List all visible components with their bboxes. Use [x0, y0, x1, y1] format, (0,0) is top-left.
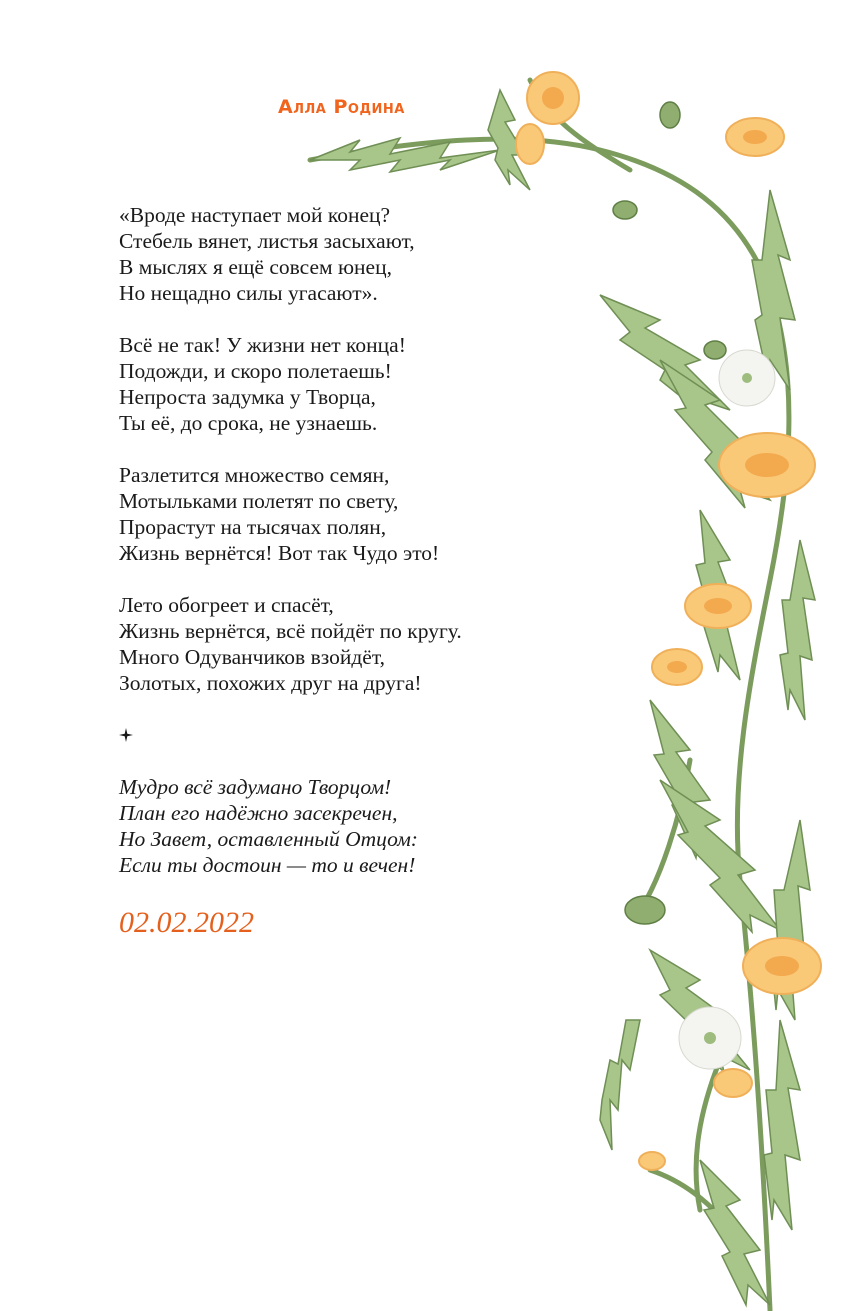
poem-line: План его надёжно засекречен,: [119, 801, 398, 825]
poem-line: Мотыльками полетят по свету,: [119, 489, 399, 513]
stanza: [119, 332, 599, 436]
poem-line: Разлетится множество семян,: [119, 463, 390, 487]
poem-line: Непроста задумка у Творца,: [119, 385, 376, 409]
ending-stanza: [119, 774, 599, 878]
poem-line: Лето обогреет и спасёт,: [119, 593, 334, 617]
star-icon: [119, 728, 133, 742]
poem-line: В мыслях я ещё совсем юнец,: [119, 255, 392, 279]
poem-line: Подожди, и скоро полетаешь!: [119, 359, 392, 383]
poem-line: «Вроде наступает мой конец?: [119, 203, 391, 227]
poem-line: Если ты достоин — то и вечен!: [119, 853, 416, 877]
poem-body: [119, 202, 599, 904]
poem-line: Стебель вянет, листья засыхают,: [119, 229, 415, 253]
poem-line: Жизнь вернётся! Вот так Чудо это!: [119, 541, 440, 565]
poem-line: Всё не так! У жизни нет конца!: [119, 333, 406, 357]
poem-line: Прорастут на тысячах полян,: [119, 515, 387, 539]
poem-line: Ты её, до срока, не узнаешь.: [119, 411, 378, 435]
poem-date: 02.02.2022: [119, 906, 254, 939]
author-name: Алла Родина: [278, 96, 405, 118]
stanza: [119, 592, 599, 696]
stanza: [119, 202, 599, 306]
stanza: [119, 462, 599, 566]
poem-line: Много Одуванчиков взойдёт,: [119, 645, 385, 669]
stanza-divider: [119, 722, 599, 748]
poem-line: Мудро всё задумано Творцом!: [119, 775, 392, 799]
poem-line: Золотых, похожих друг на друга!: [119, 671, 422, 695]
poem-line: Но Завет, оставленный Отцом:: [119, 827, 418, 851]
poem-line: Жизнь вернётся, всё пойдёт по кругу.: [119, 619, 462, 643]
poem-line: Но нещадно силы угасают».: [119, 281, 378, 305]
